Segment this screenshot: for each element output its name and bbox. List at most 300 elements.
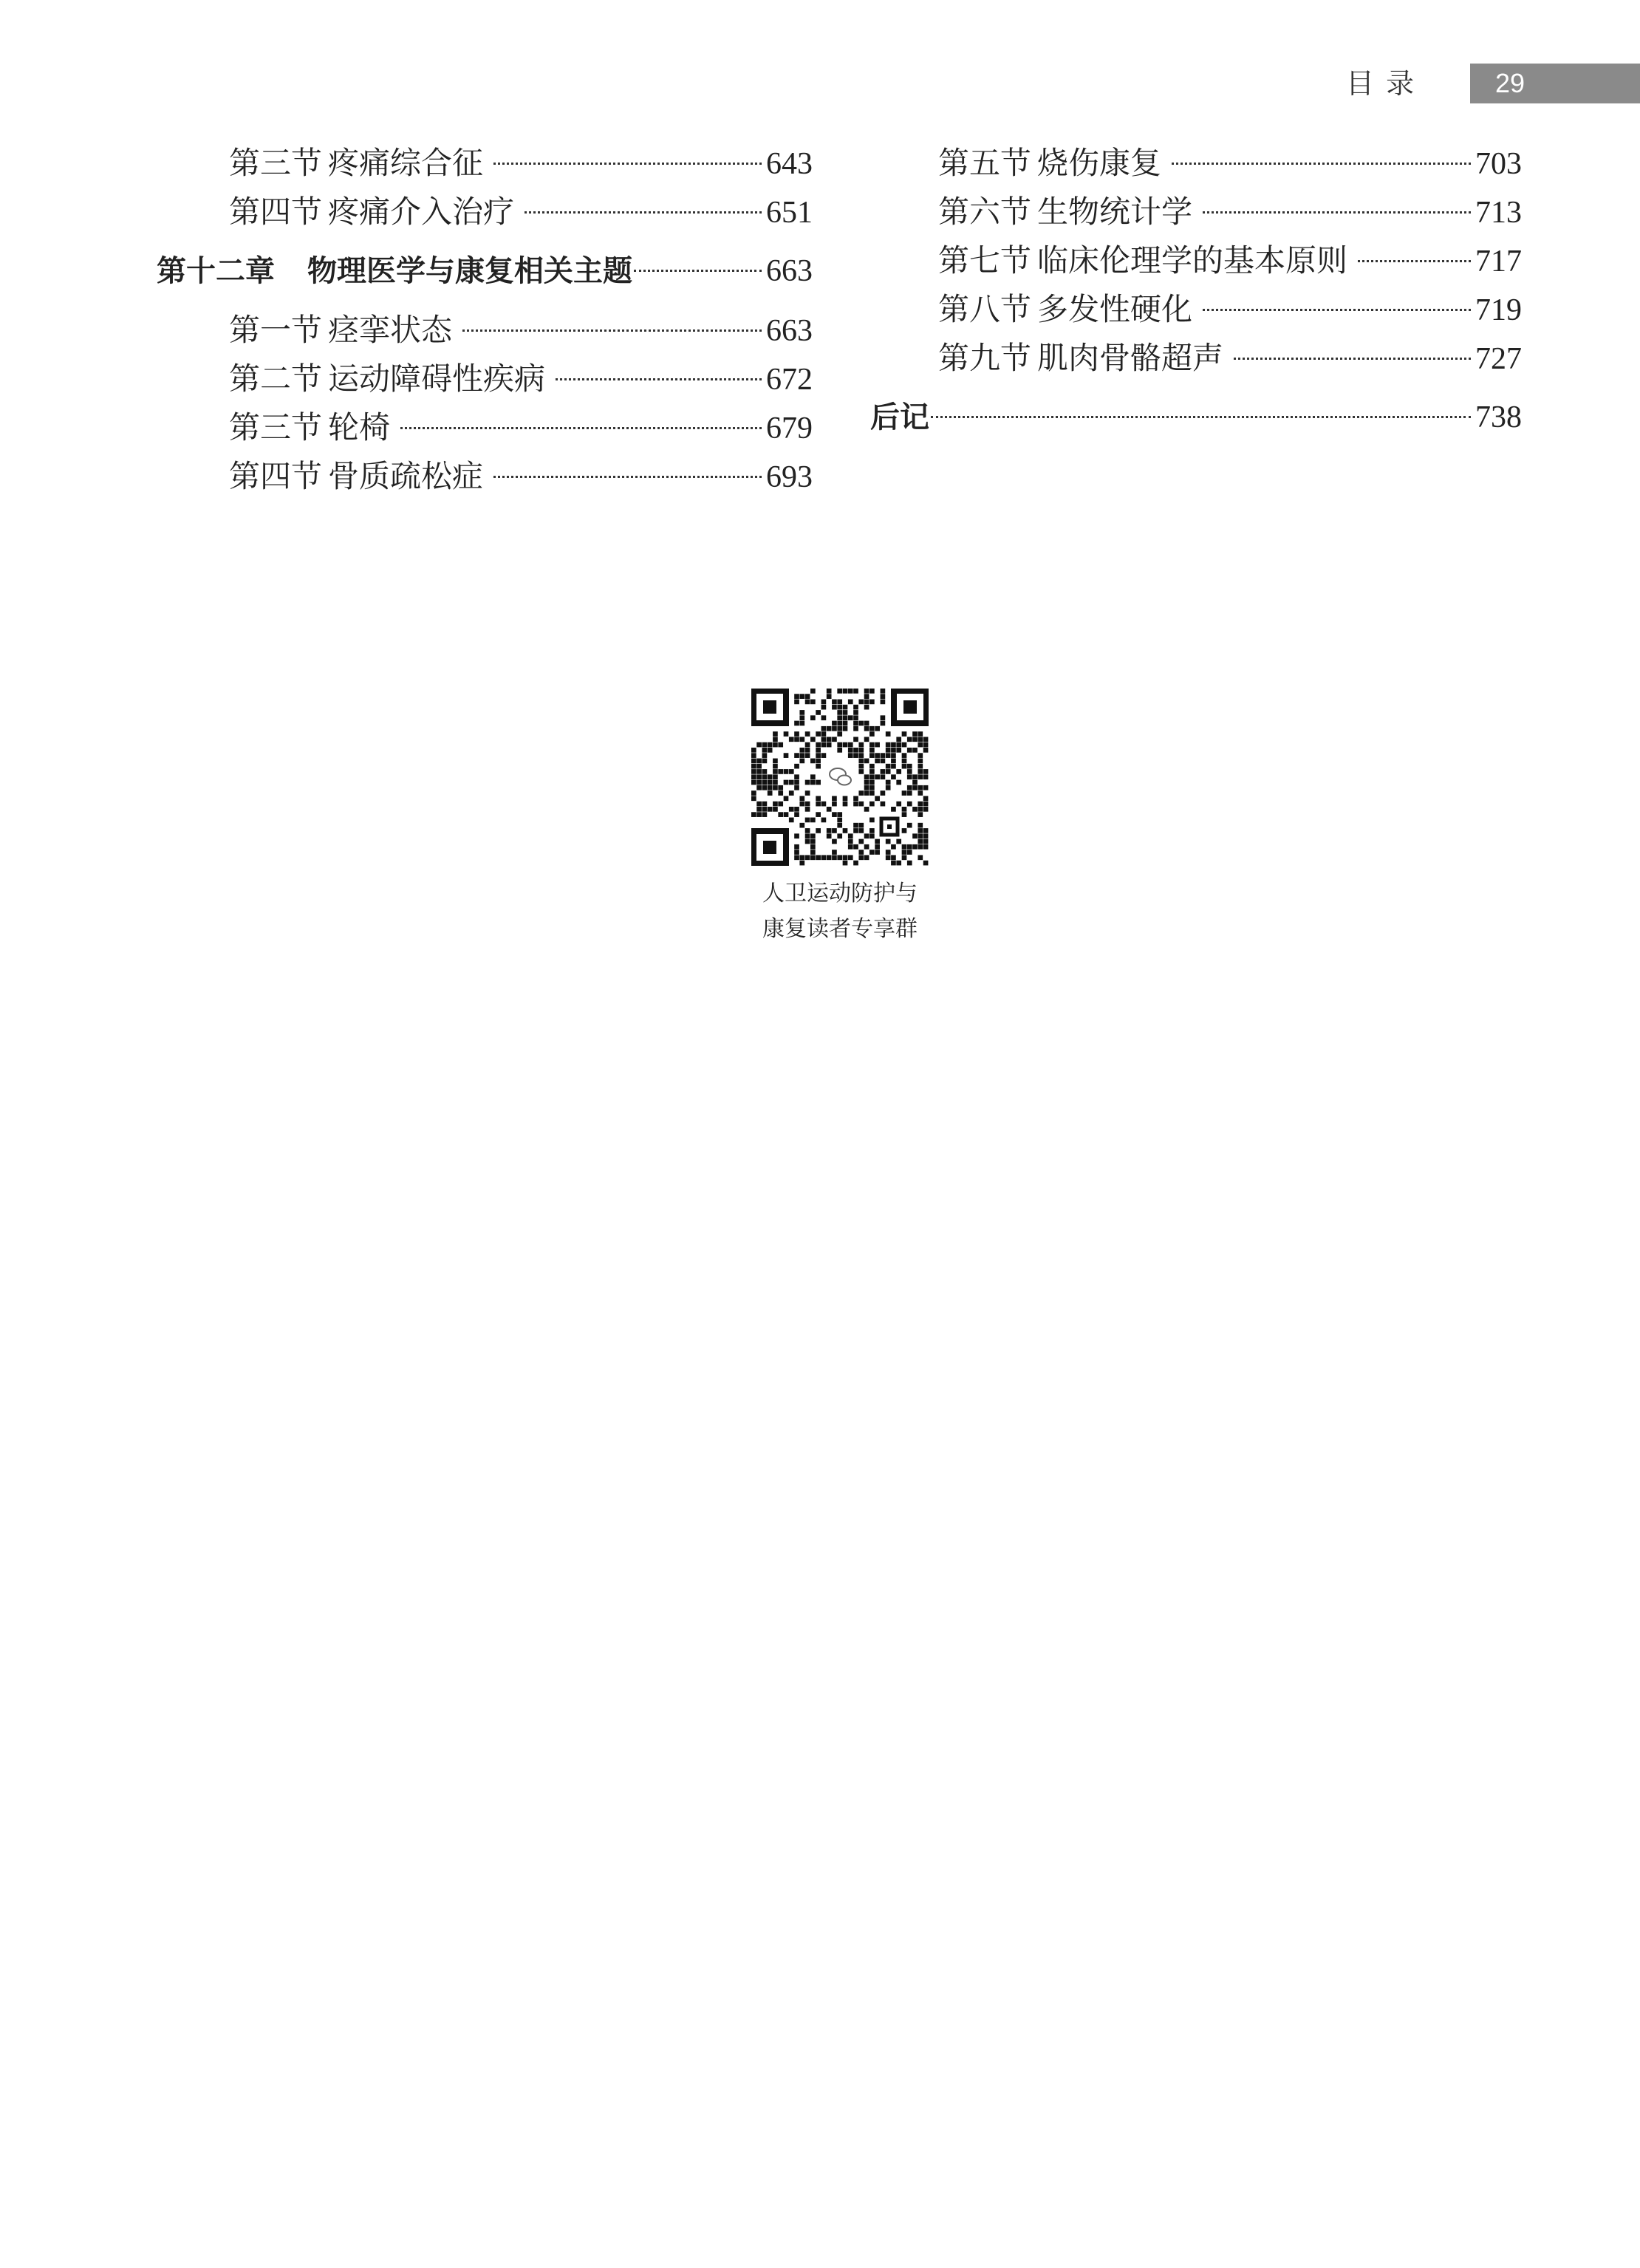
qr-module bbox=[907, 764, 912, 769]
qr-module bbox=[843, 705, 848, 710]
toc-row[interactable] bbox=[163, 188, 813, 236]
qr-module bbox=[875, 839, 880, 844]
toc-section-number: 第八节 bbox=[938, 291, 1032, 327]
qr-module bbox=[784, 780, 789, 785]
qr-module bbox=[902, 764, 907, 769]
qr-module bbox=[918, 769, 923, 774]
qr-module bbox=[816, 812, 821, 817]
qr-module bbox=[832, 737, 837, 742]
qr-module bbox=[827, 694, 832, 699]
qr-module bbox=[848, 855, 853, 860]
qr-module bbox=[832, 721, 837, 726]
qr-module bbox=[896, 861, 901, 866]
qr-module bbox=[794, 721, 799, 726]
qr-module bbox=[858, 764, 864, 769]
qr-module bbox=[923, 833, 929, 838]
qr-module bbox=[864, 689, 869, 694]
qr-module bbox=[886, 753, 891, 758]
qr-module bbox=[768, 748, 773, 753]
qr-module bbox=[843, 721, 848, 726]
qr-module bbox=[843, 861, 848, 866]
qr-module bbox=[821, 715, 827, 720]
toc-section-number: 第三节 bbox=[229, 409, 323, 445]
qr-module bbox=[923, 774, 929, 779]
qr-module bbox=[869, 731, 875, 737]
qr-module bbox=[902, 844, 907, 850]
toc-section-title: 轮椅 bbox=[328, 409, 391, 445]
qr-module bbox=[821, 742, 827, 748]
qr-module bbox=[907, 861, 912, 866]
qr-module bbox=[843, 710, 848, 715]
qr-module bbox=[794, 807, 799, 812]
toc-row[interactable] bbox=[872, 236, 1522, 285]
qr-module bbox=[810, 780, 816, 785]
toc-section-number: 第一节 bbox=[229, 312, 323, 348]
qr-module bbox=[799, 710, 804, 715]
toc-page-number: 738 bbox=[1475, 400, 1522, 434]
qr-module bbox=[918, 753, 923, 758]
qr-module bbox=[869, 726, 875, 731]
qr-module bbox=[853, 823, 858, 828]
qr-module bbox=[768, 780, 773, 785]
running-header-title: 目 录 bbox=[1346, 67, 1416, 100]
qr-module bbox=[751, 790, 756, 796]
qr-module bbox=[864, 807, 869, 812]
qr-module bbox=[912, 774, 918, 779]
qr-module bbox=[784, 796, 789, 801]
qr-module bbox=[789, 737, 794, 742]
toc-page-number: 663 bbox=[766, 314, 813, 348]
toc-section-number: 第三节 bbox=[229, 145, 323, 181]
qr-module bbox=[832, 850, 837, 855]
qr-module bbox=[821, 855, 827, 860]
toc-page-number: 672 bbox=[766, 363, 813, 397]
qr-module bbox=[799, 823, 804, 828]
qr-module bbox=[762, 807, 768, 812]
qr-module bbox=[918, 774, 923, 779]
qr-module bbox=[784, 812, 789, 817]
qr-module bbox=[881, 721, 886, 726]
qr-module bbox=[848, 689, 853, 694]
qr-module bbox=[816, 748, 821, 753]
qr-module bbox=[778, 769, 783, 774]
toc-leader-dots bbox=[556, 357, 762, 388]
qr-module bbox=[773, 764, 778, 769]
qr-module bbox=[794, 753, 799, 758]
toc-page-number: 713 bbox=[1475, 196, 1522, 230]
qr-module bbox=[848, 742, 853, 748]
qr-module bbox=[837, 748, 842, 753]
toc-section-number: 第二节 bbox=[229, 361, 323, 397]
qr-module bbox=[881, 700, 886, 705]
toc-row[interactable] bbox=[163, 355, 813, 403]
qr-module bbox=[773, 807, 778, 812]
qr-module bbox=[799, 796, 804, 801]
toc-leader-dots bbox=[1234, 336, 1471, 367]
qr-module bbox=[864, 737, 869, 742]
toc-section-title: 痉挛状态 bbox=[328, 312, 453, 348]
toc-section-title: 烧伤康复 bbox=[1037, 145, 1162, 181]
toc-row[interactable] bbox=[872, 188, 1522, 236]
qr-module bbox=[875, 726, 880, 731]
qr-module bbox=[837, 700, 842, 705]
qr-module bbox=[794, 731, 799, 737]
toc-row[interactable] bbox=[163, 306, 813, 355]
qr-module bbox=[858, 700, 864, 705]
toc-row[interactable] bbox=[163, 452, 813, 501]
qr-module bbox=[848, 748, 853, 753]
qr-module bbox=[875, 844, 880, 850]
qr-module bbox=[778, 742, 783, 748]
qr-module bbox=[896, 839, 901, 844]
qr-module bbox=[853, 828, 858, 833]
qr-module bbox=[756, 774, 762, 779]
qr-module bbox=[848, 715, 853, 720]
qr-module bbox=[869, 828, 875, 833]
toc-section-number: 第四节 bbox=[229, 194, 323, 230]
qr-module bbox=[837, 726, 842, 731]
qr-module bbox=[923, 807, 929, 812]
toc-leader-dots bbox=[400, 406, 762, 437]
qr-module bbox=[756, 764, 762, 769]
qr-module bbox=[869, 769, 875, 774]
qr-module bbox=[907, 823, 912, 828]
qr-module bbox=[756, 780, 762, 785]
qr-module bbox=[805, 790, 810, 796]
qr-module bbox=[853, 715, 858, 720]
toc-section-title: 疼痛介入治疗 bbox=[328, 194, 515, 230]
qr-module bbox=[843, 855, 848, 860]
qr-module bbox=[923, 769, 929, 774]
qr-module bbox=[821, 737, 827, 742]
qr-module bbox=[853, 689, 858, 694]
qr-module bbox=[858, 839, 864, 844]
qr-module bbox=[918, 833, 923, 838]
qr-module bbox=[853, 710, 858, 715]
qr-module bbox=[794, 764, 799, 769]
qr-module bbox=[902, 855, 907, 860]
qr-module bbox=[864, 705, 869, 710]
toc-section-title: 运动障碍性疾病 bbox=[328, 361, 546, 397]
qr-module bbox=[853, 802, 858, 807]
qr-module bbox=[853, 861, 858, 866]
qr-module bbox=[864, 833, 869, 838]
qr-module bbox=[794, 780, 799, 785]
qr-module bbox=[923, 796, 929, 801]
toc-leader-dots bbox=[493, 141, 762, 172]
qr-module bbox=[869, 774, 875, 779]
qr-module bbox=[789, 780, 794, 785]
qr-module bbox=[816, 780, 821, 785]
qr-module bbox=[886, 839, 891, 844]
qr-module bbox=[864, 855, 869, 860]
qr-module bbox=[912, 833, 918, 838]
qr-module bbox=[827, 828, 832, 833]
qr-module bbox=[881, 689, 886, 694]
qr-module bbox=[805, 828, 810, 833]
qr-module bbox=[869, 689, 875, 694]
qr-module bbox=[827, 807, 832, 812]
qr-module bbox=[869, 780, 875, 785]
qr-module bbox=[923, 748, 929, 753]
qr-module bbox=[810, 850, 816, 855]
qr-caption-line-1: 人卫运动防护与 bbox=[762, 881, 918, 906]
qr-module bbox=[762, 802, 768, 807]
toc-page-number: 719 bbox=[1475, 293, 1522, 327]
toc-section-number: 第九节 bbox=[938, 340, 1032, 376]
qr-module bbox=[891, 861, 896, 866]
qr-module bbox=[902, 790, 907, 796]
qr-module bbox=[794, 694, 799, 699]
qr-module bbox=[896, 802, 901, 807]
qr-module bbox=[923, 742, 929, 748]
qr-module bbox=[902, 731, 907, 737]
qr-module bbox=[784, 731, 789, 737]
qr-module bbox=[843, 726, 848, 731]
qr-module bbox=[923, 802, 929, 807]
toc-page-number: 643 bbox=[766, 147, 813, 181]
toc-row[interactable] bbox=[163, 139, 813, 188]
qr-module bbox=[881, 769, 886, 774]
qr-module bbox=[891, 748, 896, 753]
qr-module bbox=[864, 844, 869, 850]
qr-module bbox=[837, 710, 842, 715]
qr-module bbox=[918, 807, 923, 812]
toc-row[interactable] bbox=[872, 334, 1522, 383]
qr-module bbox=[762, 753, 768, 758]
qr-module bbox=[816, 828, 821, 833]
qr-module bbox=[837, 818, 842, 823]
qr-module bbox=[810, 759, 816, 764]
qr-module bbox=[918, 790, 923, 796]
qr-module bbox=[918, 737, 923, 742]
qr-module bbox=[816, 710, 821, 715]
qr-module bbox=[923, 737, 929, 742]
qr-module bbox=[821, 818, 827, 823]
qr-module bbox=[762, 742, 768, 748]
qr-module bbox=[858, 748, 864, 753]
qr-module bbox=[773, 785, 778, 790]
qr-module bbox=[891, 753, 896, 758]
qr-module bbox=[768, 774, 773, 779]
qr-module bbox=[864, 790, 869, 796]
qr-module bbox=[891, 774, 896, 779]
toc-row[interactable] bbox=[872, 285, 1522, 334]
qr-module bbox=[858, 721, 864, 726]
qr-module bbox=[832, 812, 837, 817]
qr-module bbox=[810, 737, 816, 742]
toc-page-number: 703 bbox=[1475, 147, 1522, 181]
qr-module bbox=[848, 839, 853, 844]
qr-module bbox=[886, 731, 891, 737]
qr-module bbox=[875, 759, 880, 764]
qr-module bbox=[912, 785, 918, 790]
qr-module bbox=[827, 742, 832, 748]
qr-module bbox=[918, 855, 923, 860]
qr-module bbox=[799, 759, 804, 764]
qr-module bbox=[858, 759, 864, 764]
qr-module bbox=[832, 828, 837, 833]
qr-module bbox=[827, 737, 832, 742]
qr-module bbox=[886, 742, 891, 748]
qr-module bbox=[843, 689, 848, 694]
qr-module bbox=[886, 769, 891, 774]
qr-module bbox=[762, 759, 768, 764]
qr-module bbox=[799, 802, 804, 807]
toc-section-title: 骨质疏松症 bbox=[328, 458, 484, 494]
qr-module bbox=[762, 812, 768, 817]
qr-module bbox=[923, 844, 929, 850]
qr-module bbox=[864, 721, 869, 726]
toc-chapter-title: 物理医学与康复相关主题 bbox=[307, 254, 632, 288]
qr-module bbox=[789, 790, 794, 796]
toc-leader-dots bbox=[931, 396, 1471, 426]
qr-module bbox=[778, 790, 783, 796]
qr-module bbox=[827, 833, 832, 838]
qr-module bbox=[902, 812, 907, 817]
qr-module bbox=[875, 850, 880, 855]
qr-module bbox=[837, 812, 842, 817]
qr-module bbox=[768, 742, 773, 748]
qr-module bbox=[827, 855, 832, 860]
qr-module bbox=[869, 850, 875, 855]
qr-module bbox=[762, 769, 768, 774]
qr-module bbox=[923, 839, 929, 844]
qr-module bbox=[896, 769, 901, 774]
qr-module bbox=[805, 802, 810, 807]
qr-module bbox=[907, 748, 912, 753]
qr-module bbox=[869, 802, 875, 807]
toc-section-title: 肌肉骨骼超声 bbox=[1037, 340, 1224, 376]
qr-module bbox=[751, 780, 756, 785]
qr-module bbox=[756, 802, 762, 807]
qr-module bbox=[837, 823, 842, 828]
qr-module bbox=[789, 807, 794, 812]
qr-module bbox=[864, 700, 869, 705]
qr-module bbox=[912, 844, 918, 850]
toc-section-number: 第六节 bbox=[938, 194, 1032, 230]
qr-module bbox=[799, 753, 804, 758]
qr-module bbox=[805, 833, 810, 838]
qr-module bbox=[858, 790, 864, 796]
qr-module bbox=[918, 764, 923, 769]
toc-row[interactable] bbox=[163, 403, 813, 452]
qr-module bbox=[805, 855, 810, 860]
qr-module bbox=[869, 742, 875, 748]
qr-module bbox=[799, 855, 804, 860]
qr-module bbox=[907, 737, 912, 742]
qr-module bbox=[853, 796, 858, 801]
qr-module bbox=[768, 807, 773, 812]
qr-module bbox=[778, 785, 783, 790]
qr-module bbox=[881, 802, 886, 807]
qr-module bbox=[794, 833, 799, 838]
qr-module bbox=[918, 785, 923, 790]
qr-module bbox=[778, 812, 783, 817]
toc-section-title: 多发性硬化 bbox=[1037, 291, 1193, 327]
qr-module bbox=[907, 774, 912, 779]
qr-module bbox=[896, 737, 901, 742]
qr-module bbox=[837, 742, 842, 748]
toc-row[interactable] bbox=[872, 139, 1522, 188]
qr-module bbox=[832, 802, 837, 807]
qr-module bbox=[902, 850, 907, 855]
qr-module bbox=[858, 753, 864, 758]
qr-module bbox=[799, 715, 804, 720]
qr-module bbox=[907, 769, 912, 774]
qr-module bbox=[907, 844, 912, 850]
qr-module bbox=[794, 785, 799, 790]
qr-module bbox=[848, 700, 853, 705]
toc-leader-dots bbox=[462, 308, 762, 339]
qr-module bbox=[869, 748, 875, 753]
qr-module bbox=[805, 731, 810, 737]
toc-afterword-row[interactable] bbox=[870, 393, 1522, 442]
qr-module bbox=[848, 844, 853, 850]
qr-module bbox=[805, 807, 810, 812]
qr-module bbox=[756, 812, 762, 817]
qr-module bbox=[789, 769, 794, 774]
qr-module bbox=[918, 731, 923, 737]
toc-page-number: 679 bbox=[766, 411, 813, 445]
toc-leader-dots bbox=[1172, 141, 1471, 172]
toc-left-column bbox=[157, 139, 813, 501]
qr-code[interactable] bbox=[751, 689, 929, 866]
qr-module bbox=[810, 833, 816, 838]
qr-module bbox=[875, 774, 880, 779]
qr-module bbox=[751, 812, 756, 817]
qr-module bbox=[886, 764, 891, 769]
qr-module bbox=[832, 726, 837, 731]
qr-module bbox=[794, 774, 799, 779]
toc-afterword-title: 后记 bbox=[870, 400, 929, 434]
qr-module bbox=[843, 802, 848, 807]
qr-module bbox=[794, 850, 799, 855]
toc-page-number: 717 bbox=[1475, 245, 1522, 279]
toc-chapter-row[interactable] bbox=[157, 247, 813, 296]
qr-module bbox=[810, 818, 816, 823]
toc-right-column bbox=[872, 139, 1522, 452]
qr-module bbox=[875, 753, 880, 758]
qr-module bbox=[843, 828, 848, 833]
qr-module bbox=[805, 694, 810, 699]
qr-module bbox=[886, 780, 891, 785]
qr-module bbox=[816, 753, 821, 758]
toc-section-title: 临床伦理学的基本原则 bbox=[1037, 242, 1348, 279]
qr-module bbox=[864, 774, 869, 779]
qr-module bbox=[858, 823, 864, 828]
qr-module bbox=[756, 807, 762, 812]
qr-module bbox=[912, 737, 918, 742]
qr-module bbox=[918, 844, 923, 850]
qr-module bbox=[902, 753, 907, 758]
qr-module bbox=[918, 823, 923, 828]
qr-module bbox=[810, 839, 816, 844]
qr-module bbox=[918, 802, 923, 807]
toc-leader-dots bbox=[493, 454, 762, 485]
qr-module bbox=[773, 742, 778, 748]
qr-module bbox=[881, 715, 886, 720]
qr-module bbox=[858, 855, 864, 860]
qr-module bbox=[853, 737, 858, 742]
qr-module bbox=[912, 748, 918, 753]
qr-module bbox=[858, 802, 864, 807]
qr-module bbox=[799, 721, 804, 726]
qr-module bbox=[891, 855, 896, 860]
qr-module bbox=[805, 753, 810, 758]
qr-module bbox=[896, 748, 901, 753]
qr-module bbox=[864, 694, 869, 699]
